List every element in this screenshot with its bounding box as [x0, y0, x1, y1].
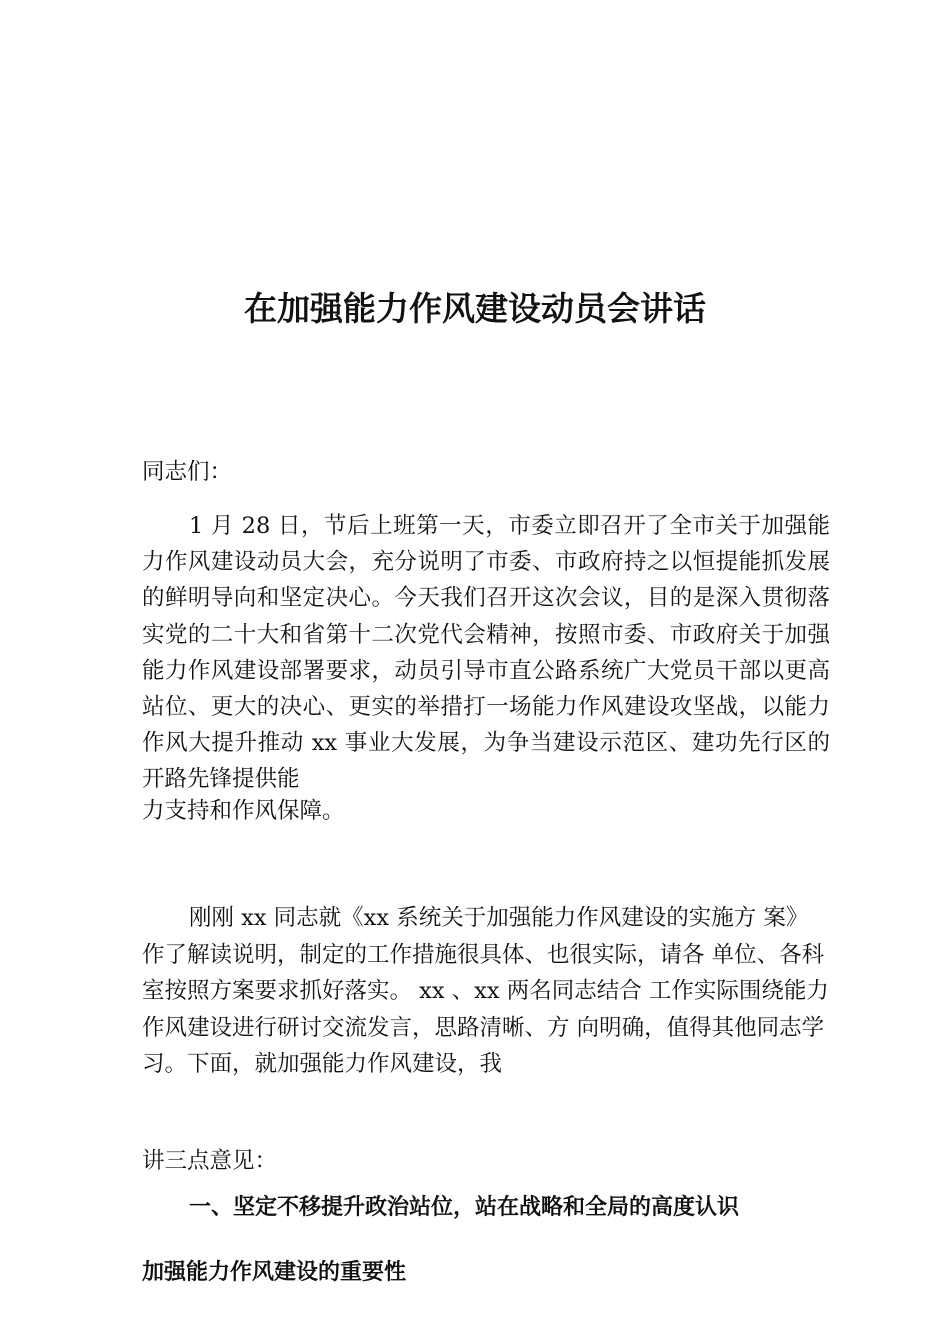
- section-heading-1: 一、坚定不移提升政治站位，站在战略和全局的高度认识: [189, 1195, 740, 1220]
- section-heading-1-tail: 加强能力作风建设的重要性: [142, 1260, 407, 1285]
- salutation: 同志们：: [142, 459, 233, 485]
- paragraph-opening-tail: 力支持和作风保障。: [142, 798, 345, 824]
- document-title: 在加强能力作风建设动员会讲话: [244, 289, 706, 328]
- paragraph-opening: 1 月 28 日，节后上班第一天，市委立即召开了全市关于加强能力作风建设动员大会，充分说明了市委、市政府持之以恒提能抓发展的鲜明导向和坚定决心。今天我们召开这次会议，目的是深入贯彻落实党的二十大和省第十二次党代会精神，按照市委、市政府关于加强能力作风建设部署要求，动员引导市直公路系统广大党员干部以更高站位、更大的决心、更实的举措打一场能力作风建设攻坚战，以能力作风大提升推动 xx 事业大发展，为争当建设示范区、建功先行区的开路先锋提供能: [142, 513, 830, 793]
- paragraph-implementation-plan: 刚刚 xx 同志就《xx 系统关于加强能力作风建设的实施方 案》作了解读说明，制定的工作措施很具体、也很实际，请各 单位、各科室按照方案要求抓好落实。 xx 、xx 两名同志结合 工作实际围绕能力作风建设进行研讨交流发言，思路清晰、方 向明确，值得其他同志学习。下面，就加强能力作风建设，我: [142, 905, 829, 1078]
- paragraph-three-points: 讲三点意见：: [142, 1148, 278, 1174]
